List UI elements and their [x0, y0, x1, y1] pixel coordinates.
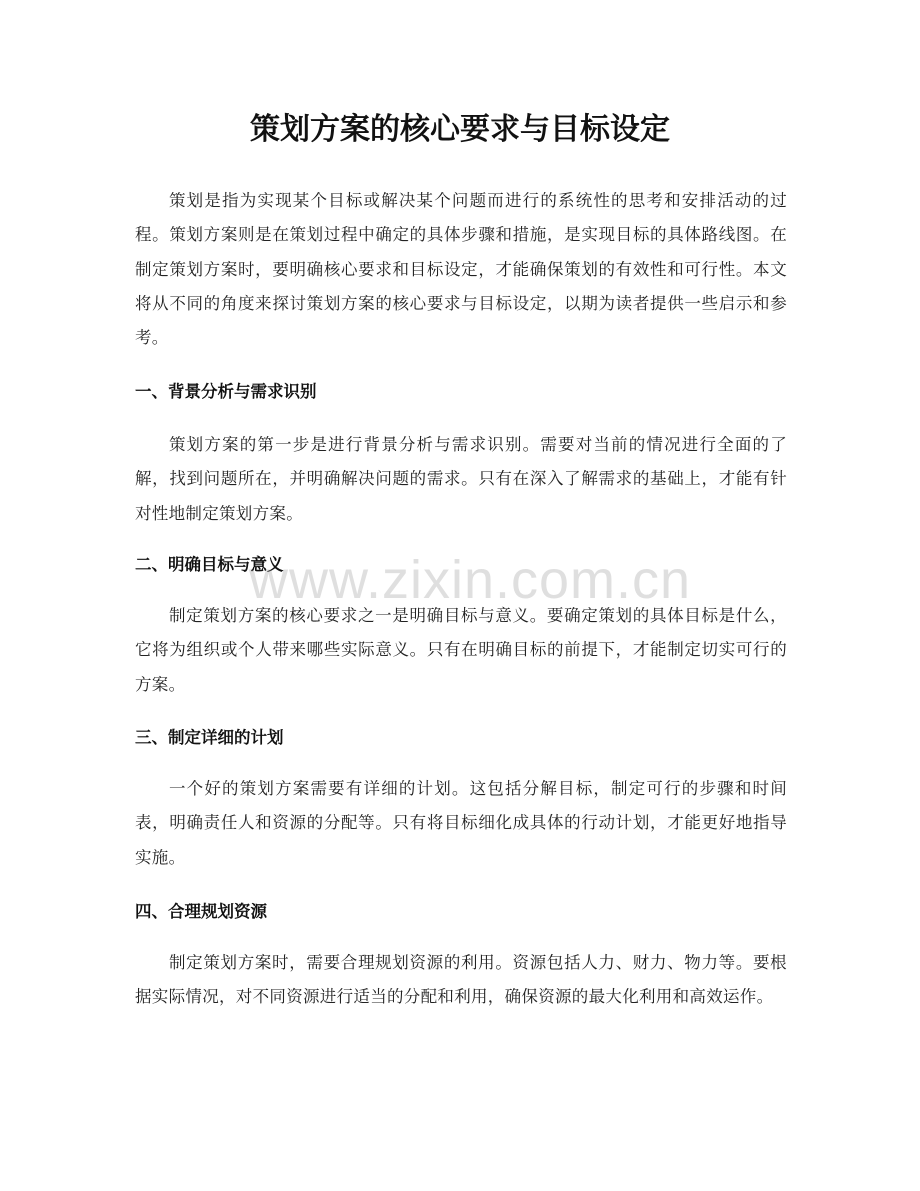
section-body-3: 一个好的策划方案需要有详细的计划。这包括分解目标，制定可行的步骤和时间表，明确责任人和资源的分配等。只有将目标细化成具体的行动计划，才能更好地指导实施。	[135, 779, 787, 867]
watermark: www.zixin.com.cn	[248, 550, 692, 610]
intro-paragraph: 策划是指为实现某个目标或解决某个问题而进行的系统性的思考和安排活动的过程。策划方案则是在策划过程中确定的具体步骤和措施，是实现目标的具体路线图。在制定策划方案时，要明确核心要求和目标设定，才能确保策划的有效性和可行性。本文将从不同的角度来探讨策划方案的核心要求与目标设定，以期为读者提供一些启示和参考。	[135, 191, 787, 348]
section-heading-3: 三、制定详细的计划	[135, 728, 284, 747]
document-title: 策划方案的核心要求与目标设定	[250, 112, 670, 147]
section-heading-2: 二、明确目标与意义	[135, 555, 284, 574]
section-heading-1: 一、背景分析与需求识别	[135, 382, 317, 401]
section-body-4: 制定策划方案时，需要合理规划资源的利用。资源包括人力、财力、物力等。要根据实际情况，对不同资源进行适当的分配和利用，确保资源的最大化利用和高效运作。	[135, 953, 787, 1007]
section-heading-4: 四、合理规划资源	[135, 902, 267, 921]
section-body-1: 策划方案的第一步是进行背景分析与需求识别。需要对当前的情况进行全面的了解，找到问题所在，并明确解决问题的需求。只有在深入了解需求的基础上，才能有针对性地制定策划方案。	[135, 435, 787, 523]
section-body-2: 制定策划方案的核心要求之一是明确目标与意义。要确定策划的具体目标是什么，它将为组织或个人带来哪些实际意义。只有在明确目标的前提下，才能制定切实可行的方案。	[135, 606, 787, 694]
